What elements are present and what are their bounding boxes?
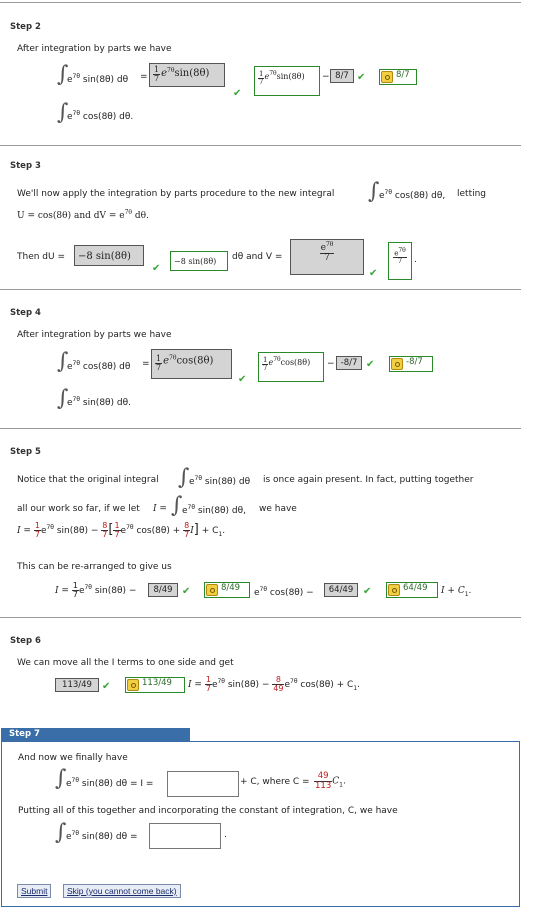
answer-box-green: $\frac{1}{7}$ $e^{7\theta}\cos(8\theta)$ bbox=[258, 352, 324, 382]
c-value: $\frac{49}{113}$ $C_1$. bbox=[315, 771, 346, 791]
step-7-intro: And now we finally have bbox=[18, 753, 128, 763]
key-answer-box: 64/49 bbox=[386, 582, 438, 598]
integral-sign: ∫ bbox=[57, 349, 69, 374]
step-6-equation: I = $\frac{1}{7}$ $e^{7\theta}$ sin(8θ) − $\frac{8}{49}$ $e^{7\theta}$ $\cos(8\theta) + C_1$. bbox=[188, 675, 361, 693]
step-7-title: Step 7 bbox=[1, 728, 190, 741]
step-3-line2: U = cos(8θ) and dV = $e^{7\theta}$ dθ. bbox=[17, 209, 149, 221]
coefficient-box: -8/7 bbox=[336, 356, 362, 370]
then-du-label: Then dU = bbox=[17, 252, 66, 262]
checkmark-icon: ✔ bbox=[102, 681, 111, 692]
step-5-equation: I = $\frac{1}{7}$ $e^{7\theta}$ sin(8θ) − $\frac{8}{7}$ [ $\frac{1}{7}$ $e^{7\theta}$ cos(8θ) + $\frac{8}{7}$ $I] + C_1$. bbox=[17, 521, 226, 539]
step-7-integrand: $e^{7\theta}$ sin(8θ) dθ = I = bbox=[66, 777, 154, 789]
step-2-title: Step 2 bbox=[10, 22, 41, 32]
checkmark-icon: ✔ bbox=[366, 359, 375, 370]
let-I-label: I = bbox=[153, 504, 167, 514]
step-4-title: Step 4 bbox=[10, 308, 41, 318]
equals-sign: = bbox=[142, 359, 150, 369]
step-5-line1b: is once again present. In fact, putting together bbox=[263, 475, 474, 485]
du-answer-gray: −8 sin(8θ) bbox=[74, 245, 144, 266]
checkmark-icon: ✔ bbox=[238, 374, 247, 385]
key-icon bbox=[127, 679, 139, 691]
step-5-line2b: we have bbox=[259, 504, 297, 514]
key-answer-box: 113/49 bbox=[125, 677, 185, 693]
checkmark-icon: ✔ bbox=[152, 263, 161, 274]
submit-button[interactable]: Submit bbox=[17, 884, 51, 898]
divider bbox=[0, 428, 521, 429]
period: . bbox=[414, 255, 417, 265]
period: . bbox=[224, 830, 227, 840]
key-icon bbox=[391, 358, 403, 370]
key-icon bbox=[381, 71, 393, 83]
step-3-letting: letting bbox=[457, 189, 487, 199]
v-answer-gray: $\frac{e^{7\theta}}{7}$ bbox=[290, 239, 364, 275]
step-3-line1: We'll now apply the integration by parts procedure to the new integral bbox=[17, 189, 335, 199]
coefficient-box: 8/49 bbox=[148, 583, 178, 597]
v-answer-green: $\frac{e^{7\theta}}{7}$ bbox=[388, 242, 412, 280]
step-5-rearranged-eq-start: I = $\frac{1}{7}$ $e^{7\theta}$ sin(8θ) − bbox=[55, 581, 137, 599]
integral-sign: ∫ bbox=[171, 493, 183, 518]
answer-box-green: $\frac{1}{7}$ $e^{7\theta}\sin(8\theta)$ bbox=[254, 66, 320, 96]
step-6-title: Step 6 bbox=[10, 636, 41, 646]
minus-sign: − bbox=[322, 72, 330, 82]
step-5-rearranged-eq-mid: $e^{7\theta}$ cos(8θ) − bbox=[254, 586, 314, 598]
answer-box-gray: $\frac{1}{7}$ $e^{7\theta}\cos(8\theta)$ bbox=[151, 349, 232, 379]
du-answer-green: −8 sin(8θ) bbox=[170, 251, 228, 271]
step-7-panel bbox=[1, 741, 520, 907]
step-5-original-integral: $e^{7\theta}$ sin(8θ) dθ bbox=[189, 475, 251, 487]
step-7-putting: Putting all of this together and incorporating the constant of integration, C, we have bbox=[18, 806, 398, 816]
integral-sign: ∫ bbox=[368, 179, 380, 204]
checkmark-icon: ✔ bbox=[363, 586, 372, 597]
divider bbox=[0, 289, 521, 290]
step-7-final-integrand: $e^{7\theta}$ sin(8θ) dθ = bbox=[66, 830, 138, 842]
step-2-line2: $e^{7\theta}$ cos(8θ) dθ. bbox=[67, 110, 134, 122]
coefficient-box: 64/49 bbox=[324, 583, 358, 597]
step-5-rearranged: This can be re-arranged to give us bbox=[17, 562, 172, 572]
equals-sign: = bbox=[140, 72, 148, 82]
key-icon bbox=[388, 584, 400, 596]
checkmark-icon: ✔ bbox=[357, 72, 366, 83]
answer-box-gray: $\frac{1}{7}$ $e^{7\theta}\sin(8\theta)$ bbox=[149, 63, 225, 87]
step-5-title: Step 5 bbox=[10, 447, 41, 457]
integral-sign: ∫ bbox=[55, 766, 67, 791]
step-3-title: Step 3 bbox=[10, 161, 41, 171]
key-answer-box: 8/7 bbox=[379, 69, 417, 85]
key-answer-box: -8/7 bbox=[389, 356, 433, 372]
integral-sign: ∫ bbox=[57, 386, 69, 411]
divider bbox=[0, 2, 521, 3]
answer-input-final[interactable] bbox=[149, 823, 221, 849]
key-answer-box: 8/49 bbox=[204, 582, 250, 598]
checkmark-icon: ✔ bbox=[182, 586, 191, 597]
checkmark-icon: ✔ bbox=[233, 88, 242, 99]
divider bbox=[0, 617, 521, 618]
divider bbox=[0, 145, 521, 146]
checkmark-icon: ✔ bbox=[369, 268, 378, 279]
step-4-line2: $e^{7\theta}$ sin(8θ) dθ. bbox=[67, 396, 131, 408]
step-4-integrand: $e^{7\theta}$ cos(8θ) dθ bbox=[67, 360, 131, 372]
step-5-let-integral: $e^{7\theta}$ sin(8θ) dθ, bbox=[182, 504, 246, 516]
dtheta-and-v-label: dθ and V = bbox=[232, 252, 283, 262]
integral-sign: ∫ bbox=[178, 465, 190, 490]
answer-input-I[interactable] bbox=[167, 771, 239, 797]
skip-button[interactable]: Skip (you cannot come back) bbox=[63, 884, 181, 898]
key-icon bbox=[206, 584, 218, 596]
minus-sign: − bbox=[327, 359, 335, 369]
step-5-rearranged-eq-end: $I + C_1$. bbox=[441, 586, 472, 598]
step-3-new-integral: $e^{7\theta}$ cos(8θ) dθ, bbox=[379, 189, 446, 201]
step-5-line2a: all our work so far, if we let bbox=[17, 504, 140, 514]
step-2-integrand: $e^{7\theta}$ sin(8θ) dθ bbox=[67, 73, 129, 85]
integral-sign: ∫ bbox=[55, 820, 67, 845]
integral-sign: ∫ bbox=[57, 62, 69, 87]
step-6-intro: We can move all the I terms to one side and get bbox=[17, 658, 234, 668]
integral-sign: ∫ bbox=[57, 100, 69, 125]
coefficient-box: 113/49 bbox=[55, 678, 99, 692]
step-2-intro: After integration by parts we have bbox=[17, 44, 172, 54]
coefficient-box: 8/7 bbox=[330, 69, 354, 83]
step-5-line1a: Notice that the original integral bbox=[17, 475, 159, 485]
plus-c-where: + C, where C = bbox=[240, 777, 310, 787]
step-4-intro: After integration by parts we have bbox=[17, 330, 172, 340]
